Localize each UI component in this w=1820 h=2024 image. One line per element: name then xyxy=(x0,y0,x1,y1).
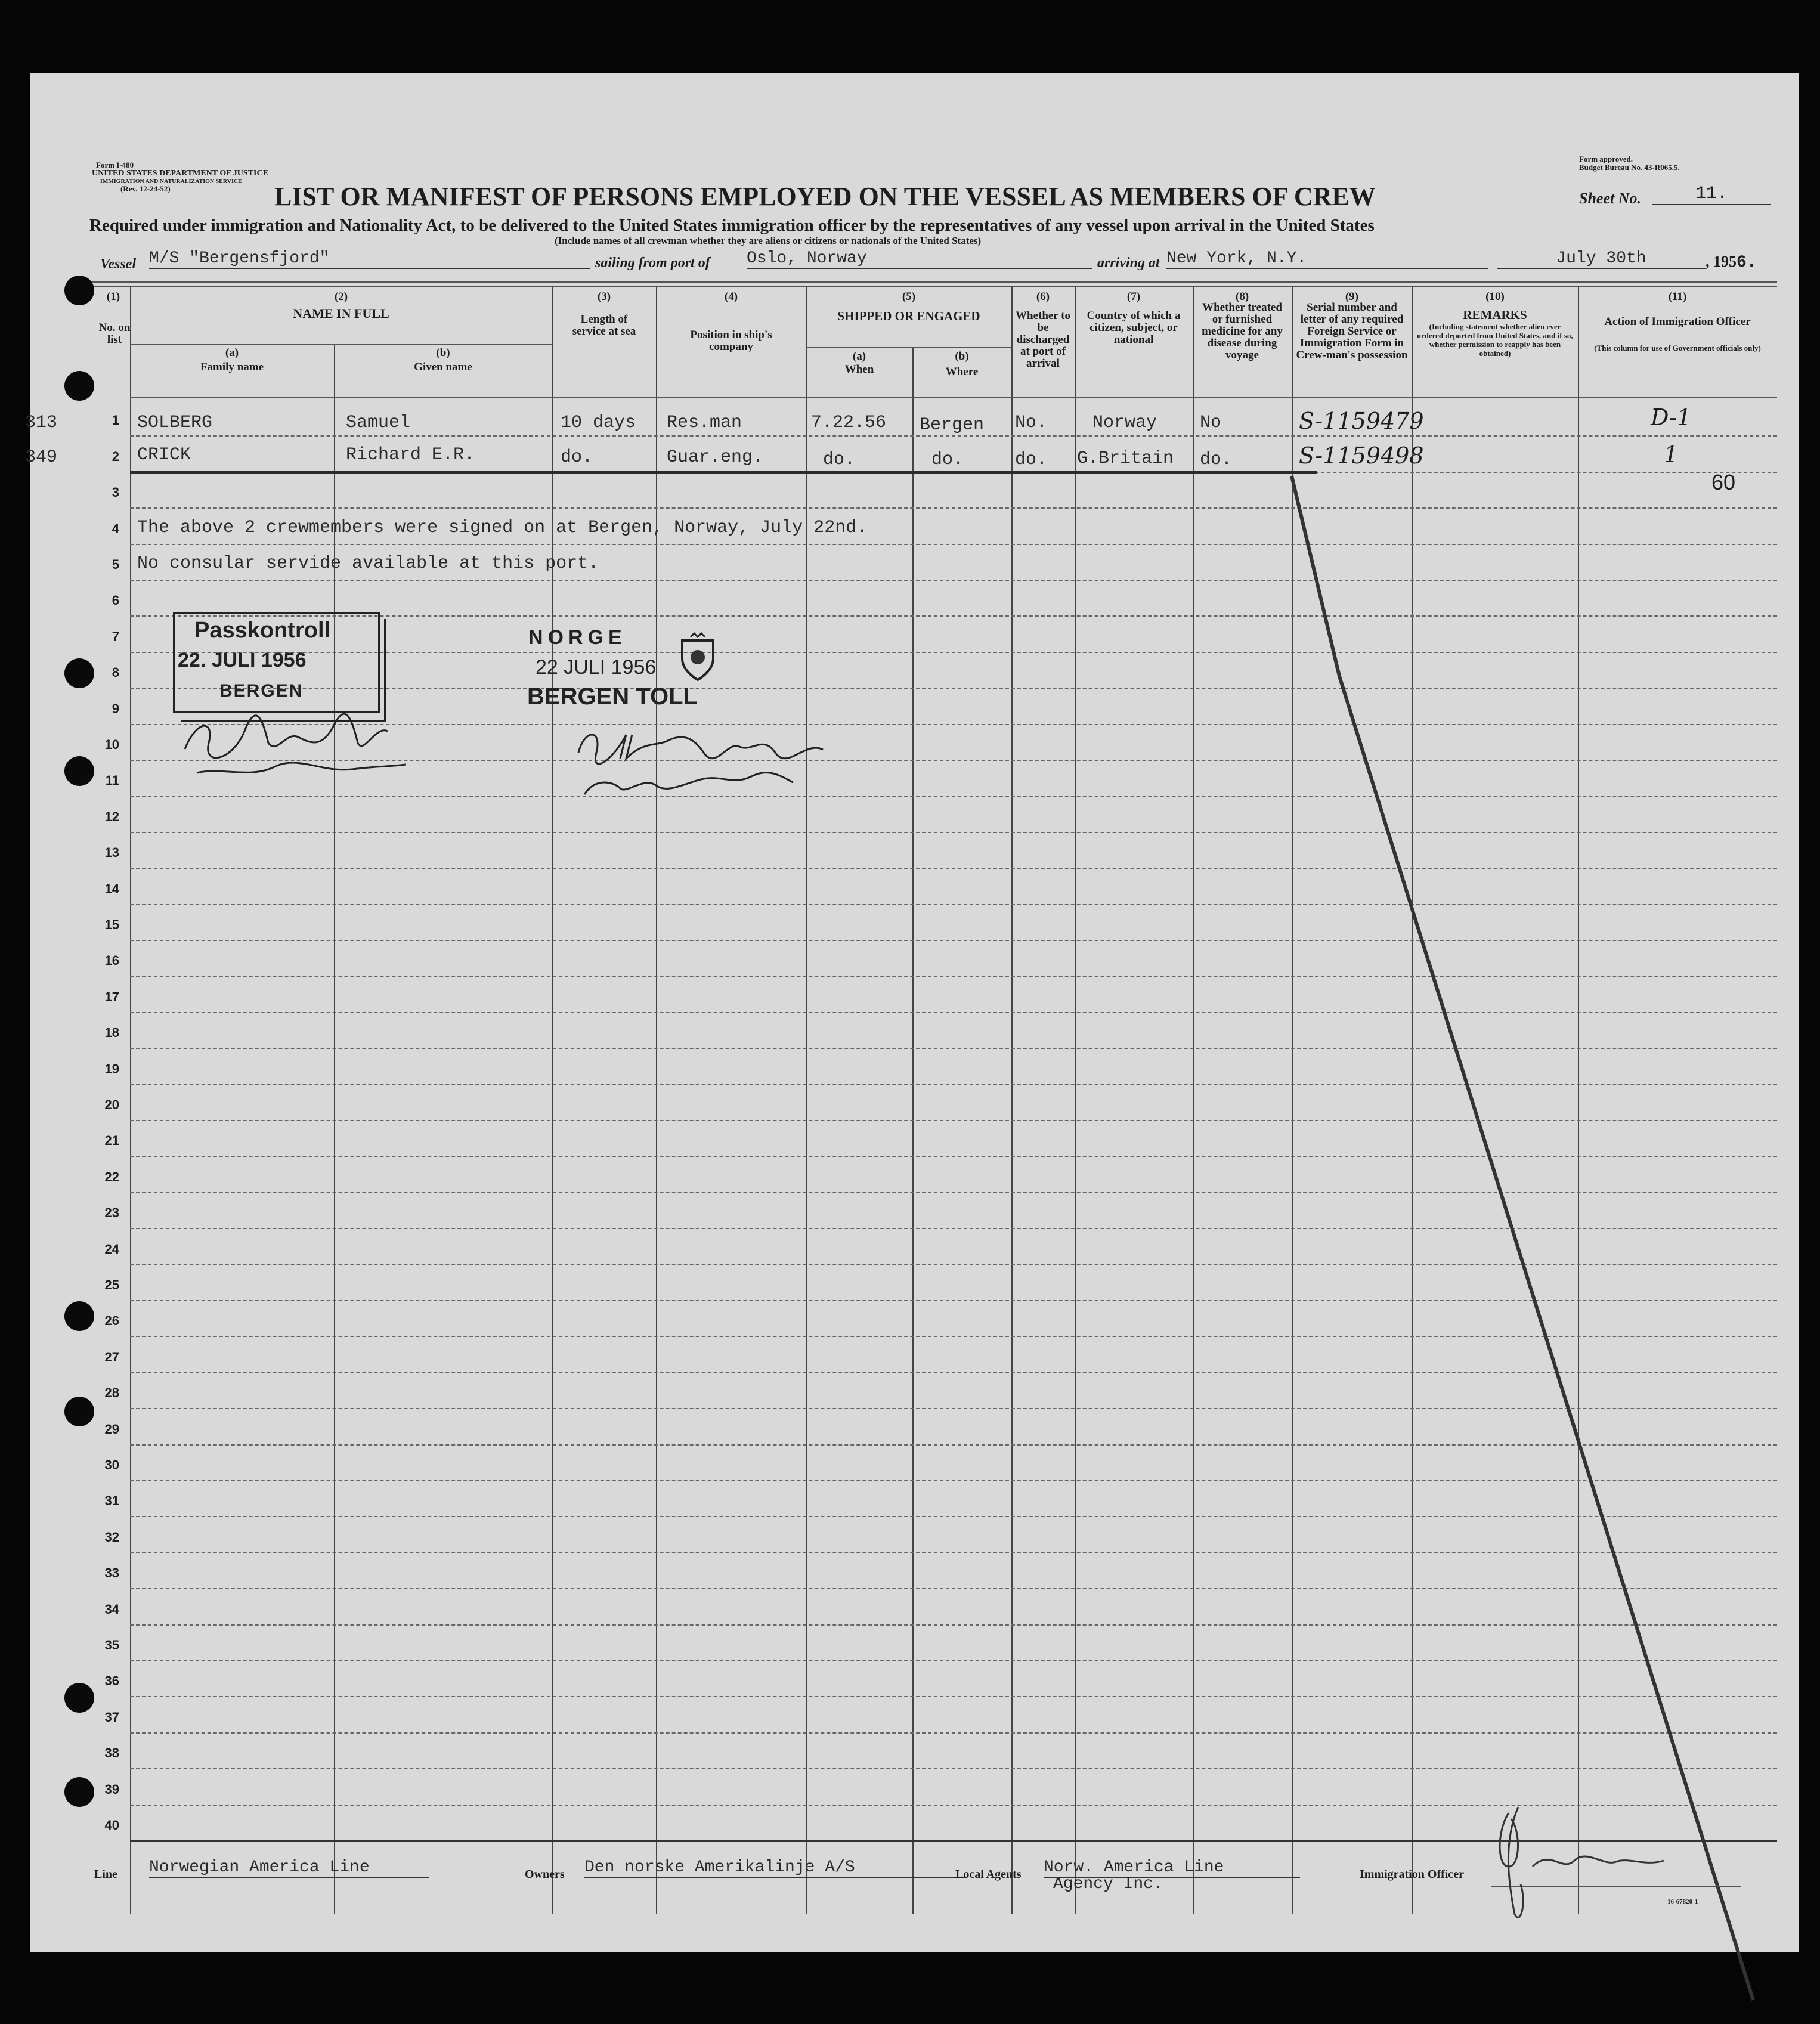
punch-hole xyxy=(64,276,94,305)
immigration-officer-signature xyxy=(1485,1795,1688,1932)
row-number: 23 xyxy=(104,1205,119,1220)
serial-number: S-1159498 xyxy=(1299,442,1424,469)
col6-header: Whether to be discharged at port of arrival xyxy=(1016,310,1070,370)
local-agents: Norw. America Line xyxy=(1044,1858,1300,1878)
length-of-service: 10 days xyxy=(561,413,636,433)
print-code: 16-67820-1 xyxy=(1667,1898,1698,1905)
col2-num: (2) xyxy=(334,290,348,303)
row-line xyxy=(130,435,1777,437)
passkontroll-stamp-line2: 22. JULI 1956 xyxy=(178,649,307,671)
include-note: (Include names of all crewman whether they are aliens or citizens or nationals of the United States) xyxy=(555,235,982,246)
local-agents-label: Local Agents xyxy=(955,1868,1022,1881)
col2b-num: (b) xyxy=(436,346,450,359)
length-of-service: do. xyxy=(561,447,593,468)
family-name: SOLBERG xyxy=(137,413,213,433)
medicine: do. xyxy=(1200,450,1233,470)
col3-num: (3) xyxy=(597,290,611,303)
row-number: 17 xyxy=(104,989,119,1004)
serial-number: S-1159479 xyxy=(1299,408,1424,434)
row-number: 19 xyxy=(104,1061,119,1076)
col5b-num: (b) xyxy=(955,350,969,363)
row-number: 25 xyxy=(104,1277,119,1292)
form-number: Form I-480 xyxy=(96,160,134,169)
subtitle: Required under immigration and Nationality Act, to be delivered to the United States immigration officer by the representatives of any vessel upon arrival in the United States xyxy=(89,216,1375,235)
row-number: 21 xyxy=(104,1133,119,1148)
row-number: 34 xyxy=(104,1602,119,1617)
punch-hole xyxy=(64,756,94,786)
punch-hole xyxy=(64,1683,94,1713)
shipped-when: do. xyxy=(823,450,856,470)
row-number: 8 xyxy=(112,665,119,680)
col5-header: SHIPPED OR ENGAGED xyxy=(837,309,980,323)
country: Norway xyxy=(1092,413,1157,433)
row-number: 10 xyxy=(104,737,119,752)
col1-num: (1) xyxy=(106,290,120,303)
discharged: do. xyxy=(1015,450,1048,470)
sailing-port: Oslo, Norway xyxy=(747,249,1092,269)
row-number: 37 xyxy=(104,1710,119,1725)
passkontroll-stamp-line3: BERGEN xyxy=(219,681,304,701)
row-number: 11 xyxy=(105,773,119,788)
department: UNITED STATES DEPARTMENT OF JUSTICE xyxy=(92,169,268,178)
given-name: Richard E.R. xyxy=(346,445,475,465)
customs-stamp-line3: BERGEN TOLL xyxy=(527,683,698,710)
medicine: No xyxy=(1200,413,1222,433)
officer-action: 1 xyxy=(1664,441,1679,468)
vessel-label: Vessel xyxy=(100,256,136,272)
row-number: 5 xyxy=(112,557,119,572)
row-number: 30 xyxy=(104,1457,119,1472)
country: G.Britain xyxy=(1077,448,1174,469)
col11-note: (This column for use of Government officials only) xyxy=(1594,343,1761,352)
shipped-when: 7.22.56 xyxy=(811,413,887,433)
punch-hole xyxy=(64,1301,94,1331)
punch-hole xyxy=(64,1397,94,1426)
row-number: 27 xyxy=(104,1350,119,1364)
row-number: 35 xyxy=(104,1638,119,1652)
consular-note: No consular servide available at this port. xyxy=(137,553,599,574)
row-number: 4 xyxy=(112,521,119,536)
passkontroll-stamp-line1: Passkontroll xyxy=(194,618,331,643)
given-name: Samuel xyxy=(346,413,411,433)
punch-hole xyxy=(64,371,94,401)
row-number: 18 xyxy=(104,1025,119,1040)
col1-header: No. on list xyxy=(98,321,131,346)
sailing-label: sailing from port of xyxy=(595,255,710,271)
col10-header: REMARKS xyxy=(1463,308,1527,322)
col11-num: (11) xyxy=(1668,290,1687,303)
col9-num: (9) xyxy=(1345,290,1359,303)
row-number: 22 xyxy=(104,1169,119,1184)
officer-action: D-1 xyxy=(1651,404,1692,431)
col3-header: Length of service at sea xyxy=(572,313,636,338)
arrival-year xyxy=(1706,253,1757,272)
row-number: 38 xyxy=(104,1746,119,1760)
customs-stamp-line1: NORGE xyxy=(528,626,627,649)
year-suffix: 6. xyxy=(1737,253,1757,272)
revision: (Rev. 12-24-52) xyxy=(120,184,171,193)
sheet-label: Sheet No. xyxy=(1579,190,1641,207)
sheet-number: 11. xyxy=(1652,184,1771,205)
row-number: 7 xyxy=(112,629,119,644)
margin-number: 349 xyxy=(25,447,58,468)
arriving-port: New York, N.Y. xyxy=(1166,249,1488,269)
row-number: 31 xyxy=(104,1493,119,1508)
row-number: 29 xyxy=(104,1422,119,1437)
row-number: 24 xyxy=(104,1242,119,1257)
family-name: CRICK xyxy=(137,445,191,465)
manifest-sheet xyxy=(25,73,1799,1952)
customs-stamp-line2: 22 JULI 1956 xyxy=(536,656,657,679)
col6-num: (6) xyxy=(1036,290,1050,303)
col5b-header: Where xyxy=(945,366,979,378)
col2b-header: Given name xyxy=(414,361,472,373)
position: Res.man xyxy=(667,413,742,433)
shipped-where: Bergen xyxy=(920,415,985,435)
arriving-label: arriving at xyxy=(1097,255,1160,271)
year-prefix: , 195 xyxy=(1706,253,1737,270)
row-number: 15 xyxy=(104,917,119,932)
service: IMMIGRATION AND NATURALIZATION SERVICE xyxy=(100,178,242,185)
annotation-60: 60 xyxy=(1711,470,1736,494)
row-number: 28 xyxy=(104,1385,119,1400)
col4-header: Position in ship's company xyxy=(690,329,772,353)
col2-header: NAME IN FULL xyxy=(293,306,389,321)
row-number: 14 xyxy=(104,881,119,896)
col7-header: Country of which a citizen, subject, or national xyxy=(1087,310,1181,346)
row-number: 16 xyxy=(104,953,119,968)
discharged: No. xyxy=(1015,413,1048,433)
row-number: 32 xyxy=(104,1530,119,1545)
row-number: 39 xyxy=(104,1782,119,1797)
end-of-list-line xyxy=(130,471,1317,474)
line-label: Line xyxy=(94,1868,117,1881)
coat-of-arms-icon xyxy=(679,632,717,682)
row-number: 36 xyxy=(104,1673,119,1688)
arrival-date: July 30th xyxy=(1497,249,1706,269)
shipped-where: do. xyxy=(931,450,964,470)
col8-num: (8) xyxy=(1235,290,1249,303)
local-agents-line2: Agency Inc. xyxy=(1053,1875,1163,1893)
row-number: 26 xyxy=(104,1313,119,1328)
col8-header: Whether treated or furnished medicine for any disease during voyage xyxy=(1202,301,1283,361)
row-number: 1 xyxy=(112,413,119,428)
immigration-officer-label: Immigration Officer xyxy=(1360,1868,1464,1881)
signed-on-note: The above 2 crewmembers were signed on at Bergen, Norway, July 22nd. xyxy=(137,518,868,538)
owners: Den norske Amerikalinje A/S xyxy=(584,1858,966,1878)
shipping-line: Norwegian America Line xyxy=(149,1858,429,1878)
row-number: 2 xyxy=(112,449,119,464)
owners-label: Owners xyxy=(525,1868,565,1881)
col5a-num: (a) xyxy=(852,350,866,363)
void-diagonal-line xyxy=(1288,473,1789,2024)
col2a-num: (a) xyxy=(225,346,239,359)
position: Guar.eng. xyxy=(667,447,764,468)
customs-officer-signature xyxy=(567,717,841,806)
col9-header: Serial number and letter of any required Foreign Service or Immigration Form in Crew-man's possession xyxy=(1296,301,1408,361)
col2a-header: Family name xyxy=(200,361,264,373)
punch-hole xyxy=(64,658,94,688)
col4-num: (4) xyxy=(724,290,738,303)
punch-hole xyxy=(64,1777,94,1807)
col7-num: (7) xyxy=(1126,290,1141,303)
col5-num: (5) xyxy=(902,290,916,303)
col11-header: Action of Immigration Officer xyxy=(1604,315,1751,328)
row-number: 9 xyxy=(112,701,119,716)
budget-bureau: Budget Bureau No. 43-R065.5. xyxy=(1579,163,1680,172)
col5a-header: When xyxy=(844,363,874,376)
row-number: 13 xyxy=(104,845,119,860)
col10-num: (10) xyxy=(1485,290,1505,303)
row-number: 3 xyxy=(112,485,119,500)
row-number: 33 xyxy=(104,1565,119,1580)
row-number: 12 xyxy=(104,809,119,824)
row-number: 20 xyxy=(104,1097,119,1112)
form-approved: Form approved. xyxy=(1579,154,1633,163)
row-number: 6 xyxy=(112,593,119,608)
vessel-name: M/S "Bergensfjord" xyxy=(149,249,590,269)
row-number: 40 xyxy=(104,1818,119,1833)
immigration-officer-signature xyxy=(173,707,423,785)
col10-note: (Including statement whether alien ever ordered deported from United States, and if so, whether permission to reapply has been obtained) xyxy=(1417,322,1573,358)
page-title: LIST OR MANIFEST OF PERSONS EMPLOYED ON THE VESSEL AS MEMBERS OF CREW xyxy=(274,182,1376,211)
margin-number: 313 xyxy=(25,413,58,433)
